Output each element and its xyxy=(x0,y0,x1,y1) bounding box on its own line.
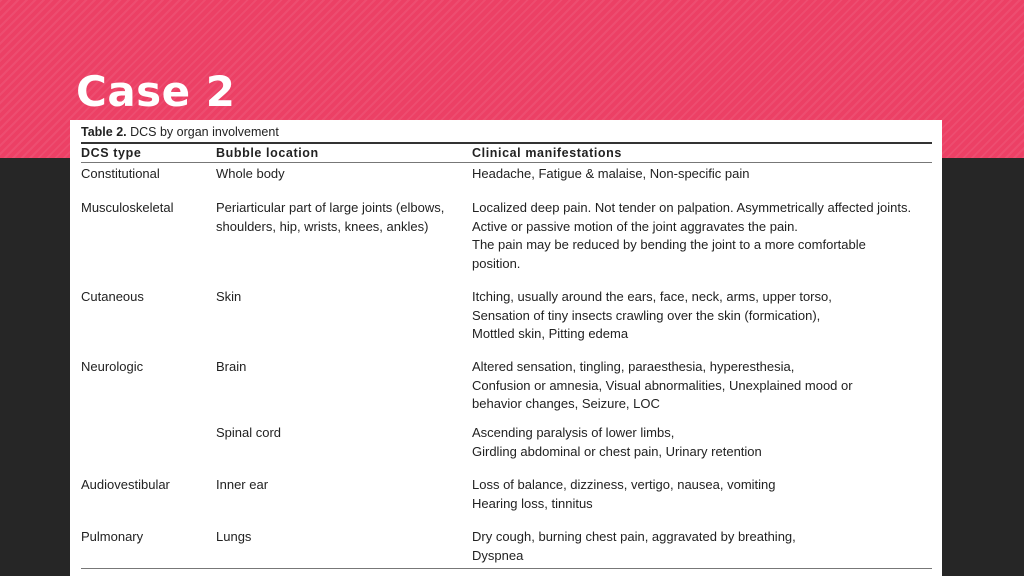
slide-title: Case 2 xyxy=(76,67,236,116)
table-cell-type: Audiovestibular xyxy=(81,477,170,492)
table-cell-manifestations: Ascending paralysis of lower limbs, Girdling abdominal or chest pain, Urinary retention xyxy=(472,425,762,459)
table-cell-manifestations: Dry cough, burning chest pain, aggravated by breathing, Dyspnea xyxy=(472,529,796,563)
table-cell-type: Pulmonary xyxy=(81,529,144,544)
header-dcs-type: DCS type xyxy=(81,146,142,160)
table-cell-type: Cutaneous xyxy=(81,289,144,304)
table-cell-location: Brain xyxy=(216,359,247,374)
table-cell-manifestations: Loss of balance, dizziness, vertigo, nausea, vomiting Hearing loss, tinnitus xyxy=(472,477,776,511)
table-cell-manifestations: Altered sensation, tingling, paraesthesia, hyperesthesia, Confusion or amnesia, Visual abnormalities, Unexplained mood or behavior changes, Seizure, LOC xyxy=(472,359,853,412)
header-clinical-manifestations: Clinical manifestations xyxy=(472,146,622,160)
header-bubble-location: Bubble location xyxy=(216,146,319,160)
table-cell-type: Neurologic xyxy=(81,359,144,374)
table-bottom-rule xyxy=(81,568,932,569)
table-cell-type: Musculoskeletal xyxy=(81,200,174,215)
table-image xyxy=(70,120,942,576)
table-top-rule xyxy=(81,142,932,144)
table-caption-text: DCS by organ involvement xyxy=(130,125,279,139)
table-cell-manifestations: Itching, usually around the ears, face, neck, arms, upper torso, Sensation of tiny insects crawling over the skin (formication), Mottled skin, Pitting edema xyxy=(472,289,832,342)
table-cell-location: Skin xyxy=(216,289,242,304)
table-cell-location: Spinal cord xyxy=(216,425,282,440)
table-cell-manifestations: Headache, Fatigue & malaise, Non-specific pain xyxy=(472,166,750,181)
table-cell-location: Whole body xyxy=(216,166,285,181)
table-header-rule xyxy=(81,162,932,163)
table-caption-label: Table 2. xyxy=(81,125,127,139)
table-cell-manifestations: Localized deep pain. Not tender on palpation. Asymmetrically affected joints. Active or passive motion of the joint aggravates the pain. The pain may be reduced by bending the joint to a more comfortable position. xyxy=(472,200,912,271)
table-cell-location: Inner ear xyxy=(216,477,269,492)
table-caption xyxy=(81,125,279,140)
table-cell-location: Periarticular part of large joints (elbows, shoulders, hip, wrists, knees, ankles) xyxy=(216,200,445,234)
table-cell-type: Constitutional xyxy=(81,166,160,181)
table-cell-location: Lungs xyxy=(216,529,252,544)
